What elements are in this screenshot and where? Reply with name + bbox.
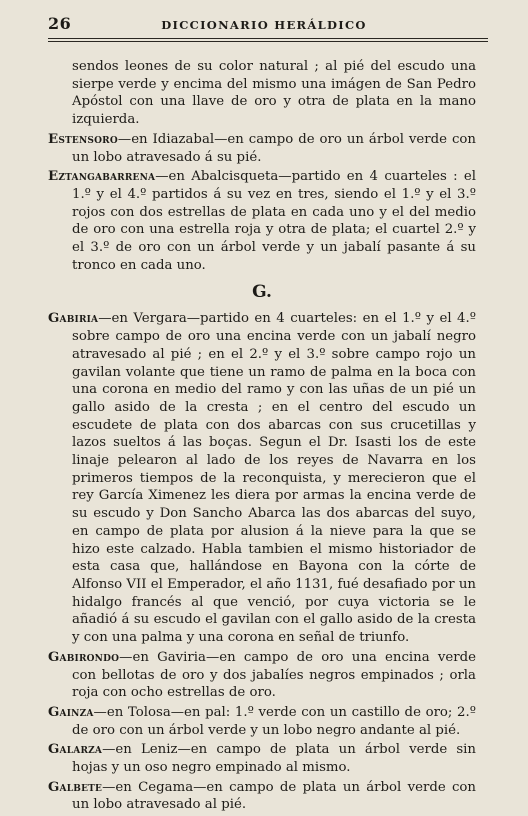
dictionary-body: [48, 58, 476, 816]
entry-text: —en Gaviria—en campo de oro una encina verde con bellotas de oro y dos jabalíes negros empinados ; orla roja con ocho estrellas de oro.: [72, 649, 476, 701]
entry-galarza: [48, 741, 476, 776]
header-rule-bottom: [48, 41, 488, 42]
entry-text: —en Cegama—en campo de plata un árbol verde con un lobo atravesado al pié.: [72, 779, 476, 813]
entry-text: sendos leones de su color natural ; al pié del escudo una sierpe verde y encima del mismo una imágen de San Pedro Apóstol con una llave de oro y otra de plata en la mano izquierda.: [72, 59, 476, 128]
page-header: [0, 0, 528, 50]
entry-galbete: [48, 779, 476, 814]
entry-headword: Gainza: [48, 704, 94, 720]
page-number: 26: [48, 14, 72, 33]
entry-headword: Gabiria: [48, 311, 99, 327]
entry-estensoro: [48, 131, 476, 166]
entry-text: —en Leniz—en campo de plata un árbol verde sin hojas y un oso negro empinado al mismo.: [72, 742, 476, 776]
entry-gainza: [48, 704, 476, 739]
entry-headword: Galarza: [48, 742, 103, 758]
running-title: DICCIONARIO HERÁLDICO: [161, 18, 367, 32]
entry-headword: Estensoro: [48, 131, 118, 147]
section-letter-heading: G.: [252, 282, 272, 303]
entry-text: —en Tolosa—en pal: 1.º verde con un castillo de oro; 2.º de oro con un árbol verde y un lobo negro andante al pié.: [72, 704, 476, 738]
entry-text: —en Vergara—partido en 4 cuarteles: en el 1.º y el 4.º sobre campo de oro una encina verde con un jabalí negro atravesado al pié ; en el 2.º y el 3.º sobre campo rojo un gavilan volante que tiene un ramo de palma en la boca con una corona en medio del ramo y con las uñas de un pié un gallo asido de la cresta ; en el centro del escudo un escudete de plata con dos abarcas con sus crucetillas y lazos sueltos á las boças. Segun el Dr. Isasti los de este linaje pelearon al lado de los reyes de Navarra en los primeros tiempos de la reconquista, y merecieron que el rey García Ximenez les diera por armas la encina verde de su escudo y Don Sancho Abarca las dos abarcas del suyo, en campo de plata por alusion á la nieve para la que se hizo este calzado. Habla tambien el mismo historiador de esta casa que, hallándose en Bayona con la córte de Alfonso VII el Emperador, el año 1131, fué desafiado por un hidalgo francés al que venció, por cuya victoria se le añadió á su escudo el gavilan con el gallo asido de la cresta y con una palma y una corona en señal de triunfo.: [72, 311, 476, 646]
entry-continuation: [48, 58, 476, 129]
entry-gabirondo: [48, 649, 476, 702]
header-rule-top: [48, 38, 488, 39]
entry-headword: Eztangabarrena: [48, 169, 156, 185]
entry-gabiria: [48, 310, 476, 646]
entry-text: —en Idiazabal—en campo de oro un árbol verde con un lobo atravesado á su pié.: [72, 131, 476, 165]
entry-headword: Galbete: [48, 779, 103, 795]
entry-headword: Gabirondo: [48, 649, 120, 665]
entry-eztangabarrena: [48, 168, 476, 274]
entry-text: —en Abalcisqueta—partido en 4 cuarteles : el 1.º y el 4.º partidos á su vez en tres, siendo el 1.º y el 3.º rojos con dos estrellas de plata en cada uno y el del medio de oro con una estrella roja y otra de plata; el cuartel 2.º y el 3.º de oro con un árbol verde y un jabalí pasante á su tronco en cada uno.: [72, 169, 476, 273]
